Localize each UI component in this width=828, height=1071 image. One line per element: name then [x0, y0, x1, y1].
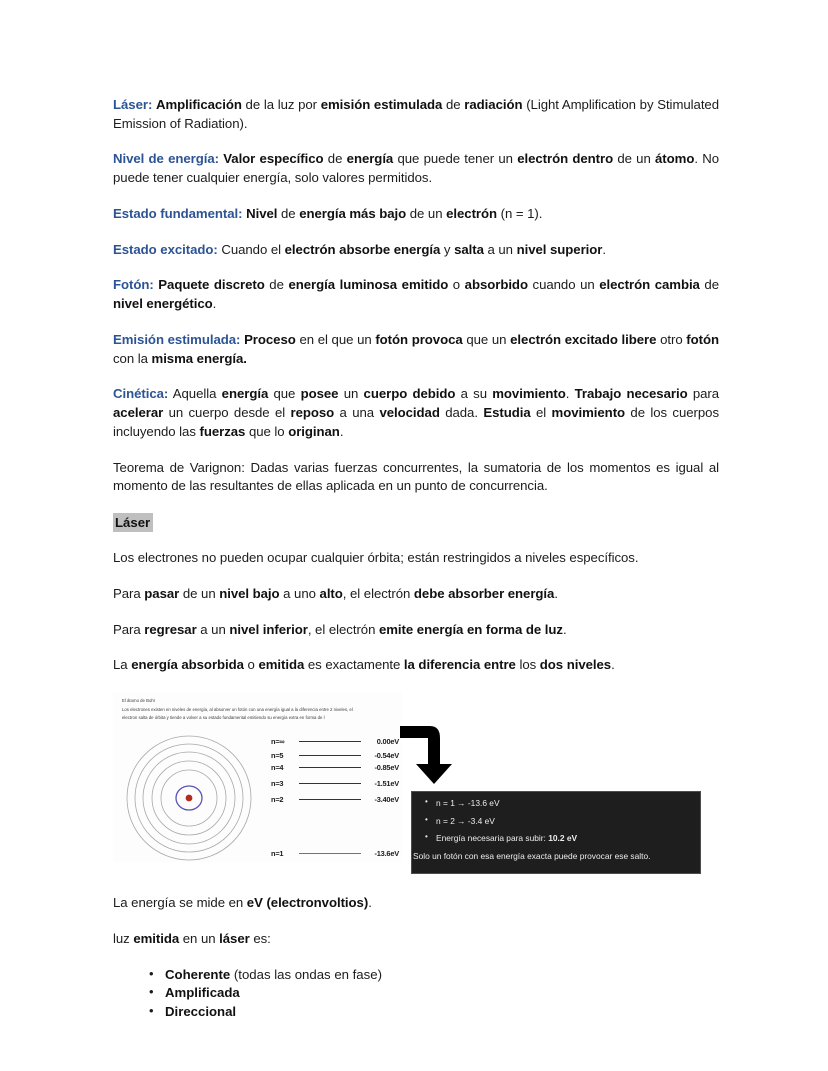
definitions-list [113, 96, 719, 496]
emphasis-text: alto [319, 585, 343, 601]
emphasis-text: radiación [464, 97, 523, 112]
energy-level-n: n=1 [271, 849, 284, 859]
body-text: de [323, 151, 347, 167]
list-item-term: Amplificada [165, 985, 240, 1001]
definition-term: Fotón: [113, 277, 154, 293]
body-text: en el que un [295, 331, 376, 347]
nucleus-dot [186, 795, 193, 802]
emphasis-text: emite energía en forma de luz [378, 621, 563, 637]
emphasis-text: reposo [290, 405, 335, 421]
body-text: el [530, 405, 552, 421]
body-text: a un [483, 241, 517, 257]
energy-levels-chart [271, 736, 399, 862]
emphasis-text: electrón excitado libere [510, 331, 657, 347]
emphasis-text: Paquete discreto [158, 277, 265, 293]
emphasis-text: energía [221, 386, 269, 402]
body-text: de un [613, 151, 656, 167]
energy-level-row [271, 778, 399, 789]
emphasis-text: Estudia [483, 405, 531, 421]
body-text: . [602, 241, 606, 257]
body-text: de [264, 277, 289, 293]
body-text: a uno [279, 585, 320, 601]
emphasis-text: velocidad [379, 405, 440, 421]
body-text: un cuerpo desde el [163, 405, 291, 421]
energy-level-row [271, 848, 399, 859]
definition-term: Láser: [113, 97, 153, 112]
energy-level-value: -13.6eV [374, 849, 399, 859]
document-body [113, 96, 719, 1022]
definition-term: Emisión estimulada: [113, 331, 241, 347]
emphasis-text: salta [454, 241, 484, 257]
body-text: en un [179, 930, 220, 946]
definition-paragraph [113, 205, 719, 224]
energy-level-row [271, 794, 399, 805]
emphasis-text: energía más bajo [299, 205, 407, 221]
body-text: . No puede tener cualquier energía, solo valores permitidos. [113, 151, 719, 186]
body-text: Para [113, 621, 145, 637]
body-text: Aquella [168, 386, 222, 402]
emphasis-text: Trabajo necesario [574, 386, 688, 402]
list-item [165, 1003, 719, 1022]
body-text: . [368, 895, 372, 911]
definition-term: Cinética: [113, 386, 169, 402]
callout-bullet-text: n = 2 → -3.4 eV [436, 815, 495, 826]
energy-level-value: -0.85eV [374, 763, 399, 773]
energy-level-value: -1.51eV [374, 779, 399, 789]
emphasis-text: fuerzas [199, 423, 246, 439]
emphasis-text: Amplificación [156, 97, 242, 112]
body-text: o [448, 277, 465, 293]
emphasis-text: emitida [258, 657, 305, 673]
body-text: que [268, 386, 301, 402]
energy-level-n: n=3 [271, 779, 284, 789]
body-text: (n = 1). [497, 205, 543, 221]
body-text: dada. [439, 405, 484, 421]
body-text: . [565, 386, 575, 402]
definition-paragraph [113, 150, 719, 187]
definition-term: Estado excitado: [113, 241, 218, 257]
body-text: , el electrón [307, 621, 379, 637]
definition-term: Estado fundamental: [113, 205, 243, 221]
body-text: La energía se mide en [113, 895, 247, 911]
energy-level-line [299, 799, 361, 800]
list-item-term: Coherente [165, 966, 231, 982]
emphasis-text: energía [346, 151, 394, 167]
emphasis-text: eV (electronvoltios) [246, 895, 369, 911]
section-heading-wrap [113, 513, 719, 532]
body-text: , el electrón [342, 585, 414, 601]
emphasis-text: misma energía. [151, 350, 247, 366]
energy-level-n: n=∞ [271, 737, 285, 747]
closing-paragraph [113, 930, 719, 949]
emphasis-text: posee [300, 386, 339, 402]
emphasis-text: nivel bajo [219, 585, 280, 601]
list-item-term: Direccional [165, 1004, 237, 1020]
callout-bullet-text: Energía necesaria para subir: [436, 832, 549, 843]
emphasis-text: electrón dentro [517, 151, 614, 167]
body-text: Para [113, 585, 145, 601]
emphasis-text: movimiento [492, 386, 566, 402]
energy-level-n: n=2 [271, 795, 284, 805]
energy-level-line [299, 767, 361, 768]
bohr-atom-image [113, 692, 402, 862]
body-text: un [338, 386, 364, 402]
closing-paragraphs [113, 894, 719, 948]
energy-level-line [299, 741, 361, 742]
energy-level-value: 0.00eV [376, 737, 399, 747]
body-text: de [442, 97, 465, 112]
definition-paragraph [113, 459, 719, 496]
emphasis-text: nivel inferior [229, 621, 308, 637]
body-text: La [113, 657, 132, 673]
body-text: . [554, 585, 558, 601]
emphasis-text: fotón provoca [375, 331, 463, 347]
body-text: con la [113, 350, 152, 366]
emphasis-text: acelerar [113, 405, 164, 421]
figure-title: El átomo de Bohr [122, 698, 156, 704]
emphasis-text: energía absorbida [131, 657, 244, 673]
bohr-figure [113, 692, 703, 872]
callout-bullet-item [436, 799, 700, 807]
body-text: de un [179, 585, 220, 601]
body-text: y [440, 241, 455, 257]
emphasis-text: cuerpo debido [363, 386, 456, 402]
down-arrow-icon [400, 720, 460, 788]
laser-paragraph [113, 585, 719, 604]
emphasis-text: electrón absorbe energía [284, 241, 441, 257]
bohr-orbitals-diagram [119, 734, 264, 862]
definition-paragraph [113, 331, 719, 368]
callout-bullet-text: n = 1 → -13.6 eV [436, 798, 500, 809]
callout-bullet-list [412, 799, 700, 842]
body-text: de [699, 277, 719, 293]
emphasis-text: emisión estimulada [320, 97, 443, 112]
body-text: . [611, 657, 615, 673]
energy-level-row [271, 736, 399, 747]
body-text: cuando un [527, 277, 600, 293]
body-text: para [687, 386, 720, 402]
list-item [165, 966, 719, 985]
energy-level-n: n=5 [271, 751, 284, 761]
energy-level-n: n=4 [271, 763, 284, 773]
definition-paragraph [113, 96, 719, 133]
body-text: de [277, 205, 300, 221]
definition-paragraph [113, 276, 719, 313]
definition-term: Nivel de energía: [113, 151, 219, 167]
emphasis-text: movimiento [551, 405, 626, 421]
energy-level-line [299, 755, 361, 756]
emphasis-text: la diferencia entre [403, 657, 516, 673]
body-text: Cuando el [217, 241, 285, 257]
body-text: otro [656, 331, 687, 347]
body-text: . [212, 296, 217, 312]
list-item-detail: (todas las ondas en fase) [230, 966, 382, 982]
emphasis-text: pasar [144, 585, 180, 601]
callout-bullet-item [436, 817, 700, 825]
emphasis-text: debe absorber energía [413, 585, 555, 601]
callout-bullet-item [436, 834, 700, 842]
energy-level-row [271, 750, 399, 761]
energy-callout-box [411, 791, 701, 874]
emphasis-text: electrón [446, 205, 498, 221]
body-text: o [243, 657, 259, 673]
emphasis-text: fotón [686, 331, 719, 347]
laser-paragraph [113, 656, 719, 675]
body-text: es exactamente [304, 657, 404, 673]
body-text: luz [113, 930, 134, 946]
energy-level-value: -3.40eV [374, 795, 399, 805]
body-text: . [339, 423, 344, 439]
body-text: a una [334, 405, 380, 421]
body-text: a su [455, 386, 493, 402]
callout-bullet-value: 10.2 eV [548, 832, 578, 843]
energy-level-row [271, 762, 399, 773]
emphasis-text: Proceso [244, 331, 296, 347]
body-text: es: [249, 930, 271, 946]
emphasis-text: emitida [133, 930, 180, 946]
body-text: de un [406, 205, 447, 221]
body-text: Teorema de Varignon: Dadas varias fuerzas concurrentes, la sumatoria de los momentos es igual al momento de las resultantes de ellas aplicada en un punto de concurrencia. [113, 459, 719, 494]
body-text: que un [462, 331, 511, 347]
emphasis-text: dos niveles [539, 657, 612, 673]
body-text: (Light Amplification by Stimulated Emission of Radiation). [113, 97, 720, 131]
laser-paragraph [113, 549, 719, 568]
body-text: los [515, 657, 540, 673]
laser-paragraphs [113, 549, 719, 675]
body-text: a un [196, 621, 230, 637]
emphasis-text: átomo [655, 151, 695, 167]
closing-paragraph [113, 894, 719, 913]
body-text: . [562, 621, 567, 637]
body-text: de los cuerpos incluyendo las [113, 405, 720, 439]
laser-paragraph [113, 621, 719, 640]
laser-properties-list [113, 966, 719, 1022]
emphasis-text: nivel superior [516, 241, 603, 257]
callout-footnote: Solo un fotón con esa energía exacta puede provocar ese salto. [413, 851, 651, 862]
definition-paragraph [113, 241, 719, 260]
figure-description: Los electrones existen en niveles de energía, al absorver un fotón con una energía igual a la diferencia entre 2 niveles, el electron salta de órbita y tiende a volver a su estado fundamental emitiendo su energía extra en forma de l [122, 707, 353, 720]
energy-level-line [299, 853, 361, 855]
body-text: Los electrones no pueden ocupar cualquier órbita; están restringidos a niveles específicos. [113, 550, 639, 566]
definition-paragraph [113, 385, 719, 441]
emphasis-text: nivel energético [113, 296, 213, 312]
emphasis-text: originan [288, 423, 340, 439]
emphasis-text: Valor específico [223, 151, 324, 167]
emphasis-text: electrón cambia [599, 277, 700, 293]
emphasis-text: Nivel [246, 205, 278, 221]
body-text: de la luz por [241, 97, 321, 112]
emphasis-text: absorbido [464, 277, 528, 293]
energy-level-line [299, 783, 361, 784]
emphasis-text: regresar [144, 621, 197, 637]
emphasis-text: energía luminosa emitido [288, 277, 449, 293]
section-heading-laser: Láser [113, 513, 153, 532]
list-item [165, 984, 719, 1003]
emphasis-text: láser [219, 930, 250, 946]
energy-level-value: -0.54eV [374, 751, 399, 761]
body-text: que lo [245, 423, 289, 439]
body-text: que puede tener un [393, 151, 518, 167]
